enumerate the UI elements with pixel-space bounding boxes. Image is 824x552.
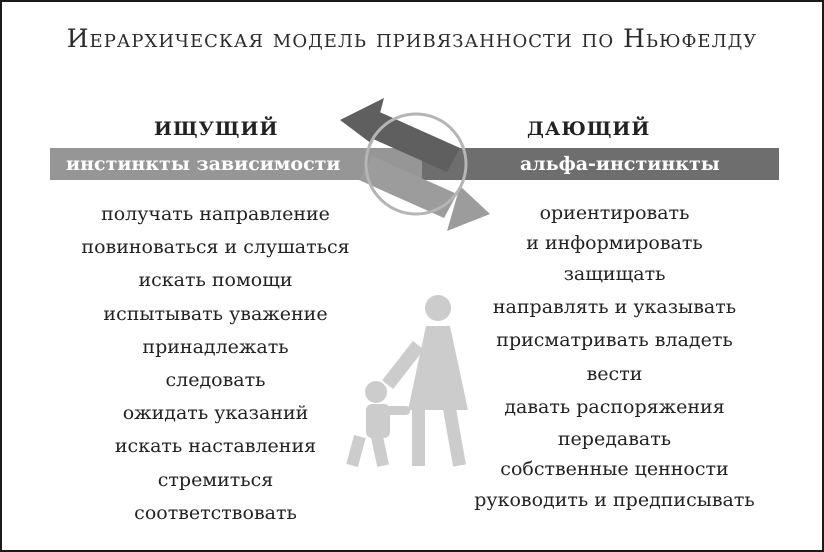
heading-giving: ДАЮЩИЙ — [527, 118, 651, 140]
page-title: Иерархическая модель привязанности по Ньюфелду — [66, 24, 758, 53]
list-item: руководить и предписывать — [474, 489, 755, 512]
heading-seeking: ИЩУЩИЙ — [154, 118, 279, 140]
list-item: искать помощи — [138, 269, 293, 292]
list-item: испытывать уважение — [103, 302, 328, 325]
list-item: ожидать указаний — [122, 402, 309, 425]
list-item: стремиться — [157, 468, 274, 491]
list-item: ориентировать — [539, 202, 690, 224]
list-item: передавать — [557, 428, 672, 451]
bar-alpha-instincts: альфа-инстинкты — [422, 148, 779, 180]
seeking-behaviors-list — [48, 198, 383, 530]
list-item: и информировать — [526, 232, 703, 254]
list-item: принадлежать — [142, 335, 289, 358]
list-item: направлять и указывать — [492, 296, 737, 319]
list-item: собственные ценности — [500, 458, 729, 481]
list-item: вести — [586, 362, 643, 385]
bar-dependency-instincts: инстинкты зависимости — [50, 148, 430, 180]
list-item: искать наставления — [114, 435, 317, 458]
list-item: давать распоряжения — [504, 395, 725, 418]
arrow-up-left — [340, 98, 460, 172]
list-item: защищать — [563, 263, 666, 285]
list-item: повиноваться и слушаться — [81, 236, 350, 259]
list-item: следовать — [165, 369, 266, 392]
list-item: соответствовать — [134, 501, 297, 524]
list-item: присматривать владеть — [496, 329, 733, 352]
list-item: получать направление — [101, 203, 330, 225]
giving-behaviors-list — [432, 198, 797, 517]
